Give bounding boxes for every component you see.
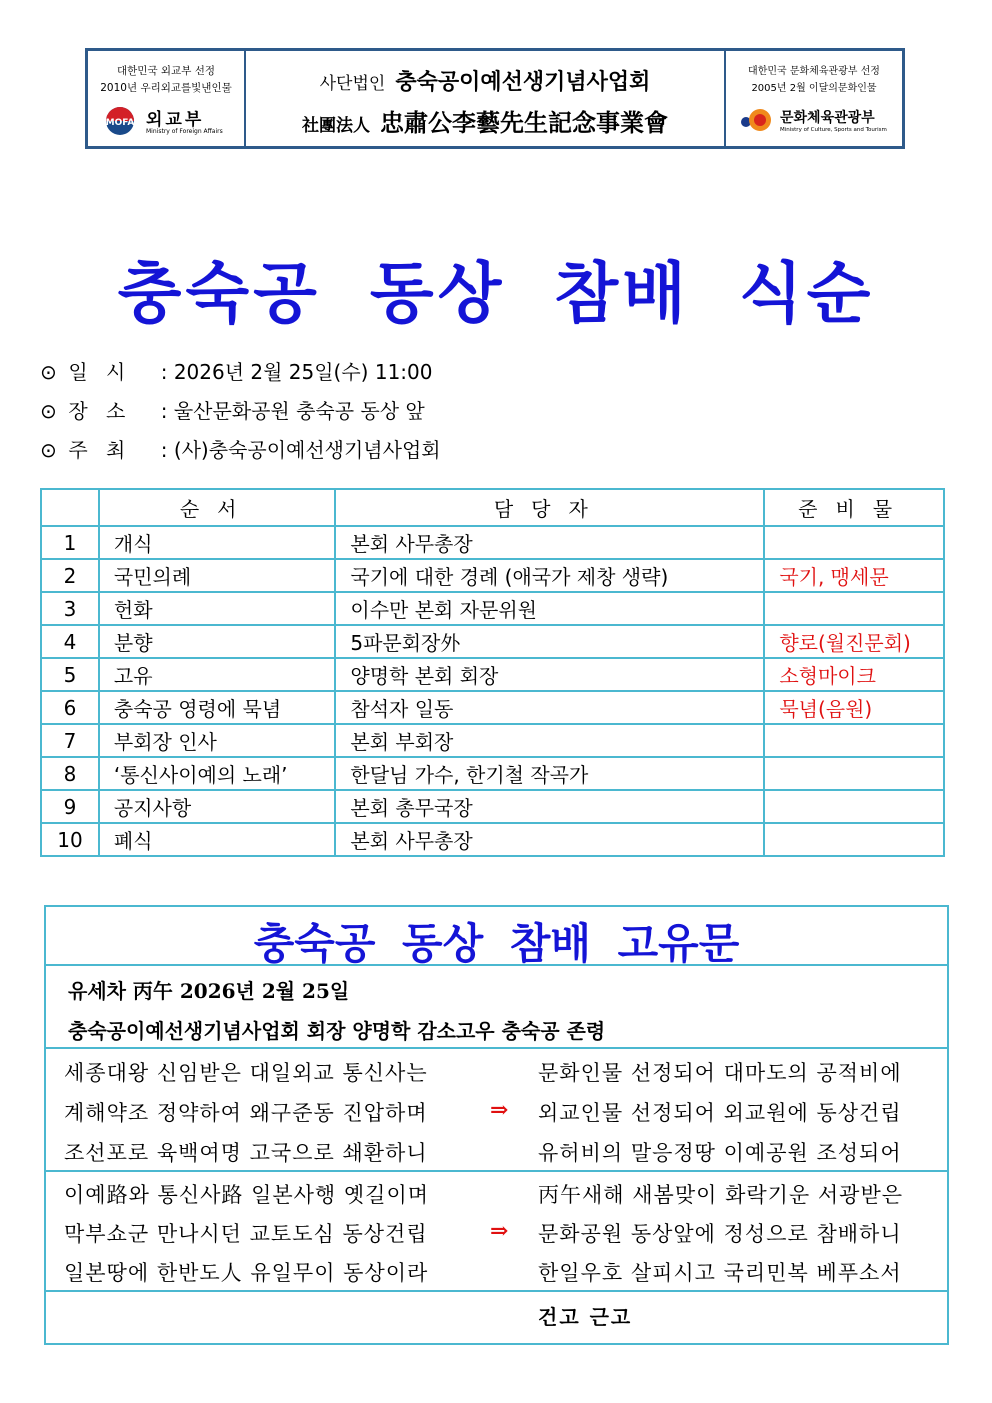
row-person: 한달님 가수, 한기철 작곡가 <box>335 757 764 790</box>
table-row <box>41 790 944 823</box>
row-item: 개식 <box>99 526 335 559</box>
row-item: 헌화 <box>99 592 335 625</box>
left-award-line2: 2010년 우리외교를빛낸인물 <box>100 82 232 94</box>
info-label: 장 소 <box>68 399 132 423</box>
info-location: ⊙ 장 소 : 울산문화공원 충숙공 동상 앞 <box>40 395 425 424</box>
arrow-right-icon: ⇒ <box>490 1097 509 1123</box>
row-prep <box>764 724 944 757</box>
table-row <box>41 724 944 757</box>
org-name-korean-text: 충숙공이예선생기념사업회 <box>395 69 651 95</box>
verse-left: 막부쇼군 만나시던 교토도심 동상건립 <box>64 1222 428 1246</box>
org-name-hanja-text: 忠肅公李藝先生記念事業會 <box>380 108 668 137</box>
table-row <box>41 658 944 691</box>
row-prep <box>764 757 944 790</box>
org-name-hanja <box>246 103 724 138</box>
table-row <box>41 691 944 724</box>
org-type-hanja: 社團法人 <box>302 116 370 136</box>
verse-right: 한일우호 살피시고 국리민복 베푸소서 <box>538 1261 902 1285</box>
divider <box>46 1290 947 1292</box>
row-person: 참석자 일동 <box>335 691 764 724</box>
info-label: 일 시 <box>68 360 132 384</box>
info-value: 울산문화공원 충숙공 동상 앞 <box>173 399 425 423</box>
row-prep: 향로(월진문회) <box>764 625 944 658</box>
header-banner <box>85 48 905 149</box>
row-prep: 소형마이크 <box>764 658 944 691</box>
right-award-line1: 대한민국 문화체육관광부 선정 <box>748 66 880 77</box>
row-person: 본회 사무총장 <box>335 823 764 856</box>
header-person: 담당자 <box>335 489 764 526</box>
info-host: ⊙ 주 최 : (사)충숙공이예선생기념사업회 <box>40 434 441 463</box>
prayer-closing: 건고 근고 <box>538 1305 633 1329</box>
info-label: 주 최 <box>68 438 132 462</box>
prayer-title: 충숙공 동상 참배 고유문 <box>253 919 740 968</box>
row-prep <box>764 823 944 856</box>
row-item: 분향 <box>99 625 335 658</box>
row-number: 8 <box>41 757 99 790</box>
mofa-logo-abbr: MOFA <box>105 118 135 128</box>
prayer-date-line: 유세차 丙午 2026년 2월 25일 <box>68 979 350 1003</box>
org-name-panel <box>246 51 726 146</box>
row-number: 7 <box>41 724 99 757</box>
row-person: 본회 사무총장 <box>335 526 764 559</box>
right-award-panel <box>726 51 902 146</box>
row-number: 5 <box>41 658 99 691</box>
row-number: 10 <box>41 823 99 856</box>
info-mark-icon: ⊙ <box>40 438 57 462</box>
verse-left: 조선포로 육백여명 고국으로 쇄환하니 <box>64 1141 428 1165</box>
verse-left: 계해약조 정약하여 왜구준동 진압하며 <box>64 1101 428 1125</box>
verse-left: 일본땅에 한반도人 유일무이 동상이라 <box>64 1261 429 1285</box>
row-item: 부회장 인사 <box>99 724 335 757</box>
verse-left: 이예路와 통신사路 일본사행 옛길이며 <box>64 1183 430 1207</box>
header-prep: 준비물 <box>764 489 944 526</box>
row-prep <box>764 592 944 625</box>
row-number: 2 <box>41 559 99 592</box>
table-row <box>41 526 944 559</box>
row-prep: 묵념(음원) <box>764 691 944 724</box>
row-item: 폐식 <box>99 823 335 856</box>
mofa-logo-icon <box>100 105 140 137</box>
left-award-line1: 대한민국 외교부 선정 <box>117 65 215 77</box>
info-datetime: ⊙ 일 시 : 2026년 2월 25일(수) 11:00 <box>40 356 432 385</box>
verse-right: 유허비의 말응정땅 이예공원 조성되어 <box>538 1141 902 1165</box>
row-item: 충숙공 영령에 묵념 <box>99 691 335 724</box>
row-number: 3 <box>41 592 99 625</box>
verse-right: 丙午새해 새봄맞이 화락기운 서광받은 <box>538 1183 904 1207</box>
info-value: 2026년 2월 25일(수) 11:00 <box>173 360 433 384</box>
row-person: 본회 총무국장 <box>335 790 764 823</box>
row-person: 5파문회장外 <box>335 625 764 658</box>
verse-left: 세종대왕 신임받은 대일외교 통신사는 <box>64 1061 428 1085</box>
row-item: 고유 <box>99 658 335 691</box>
prayer-box <box>44 905 949 1345</box>
row-number: 1 <box>41 526 99 559</box>
info-value: (사)충숙공이예선생기념사업회 <box>173 438 441 462</box>
row-item: 국민의례 <box>99 559 335 592</box>
divider <box>46 1047 947 1049</box>
right-award-line2: 2005년 2월 이달의문화인물 <box>751 83 877 94</box>
row-prep <box>764 790 944 823</box>
table-row <box>41 625 944 658</box>
mofa-logo-sub: Ministry of Foreign Affairs <box>146 128 223 135</box>
arrow-right-icon: ⇒ <box>490 1218 509 1244</box>
row-person: 국기에 대한 경례 (애국가 제창 생략) <box>335 559 764 592</box>
left-award-panel <box>88 51 246 146</box>
row-number: 4 <box>41 625 99 658</box>
row-item: ‘통신사이예의 노래’ <box>99 757 335 790</box>
row-number: 9 <box>41 790 99 823</box>
table-row <box>41 592 944 625</box>
row-number: 6 <box>41 691 99 724</box>
row-prep <box>764 526 944 559</box>
page-title: 충숙공 동상 참배 식순 <box>117 255 875 332</box>
row-item: 공지사항 <box>99 790 335 823</box>
verse-right: 문화공원 동상앞에 정성으로 참배하니 <box>538 1222 902 1246</box>
row-person: 본회 부회장 <box>335 724 764 757</box>
verse-right: 문화인물 선정되어 대마도의 공적비에 <box>538 1061 902 1085</box>
header-number <box>41 489 99 526</box>
table-header-row <box>41 489 944 526</box>
prayer-dedication-line: 충숙공이예선생기념사업회 회장 양명학 감소고우 충숙공 존령 <box>68 1019 606 1043</box>
org-type-korean: 사단법인 <box>319 74 386 94</box>
verse-right: 외교인물 선정되어 외교원에 동상건립 <box>538 1101 902 1125</box>
header-order: 순서 <box>99 489 335 526</box>
org-name-korean <box>246 65 724 96</box>
program-table <box>40 488 945 857</box>
divider <box>46 1170 947 1172</box>
divider <box>46 964 947 966</box>
mofa-logo-text: 외교부 <box>146 110 205 130</box>
table-row <box>41 757 944 790</box>
mcst-logo-icon <box>736 106 776 134</box>
row-person: 이수만 본회 자문위원 <box>335 592 764 625</box>
row-person: 양명학 본회 회장 <box>335 658 764 691</box>
mcst-logo-sub: Ministry of Culture, Sports and Tourism <box>780 127 887 133</box>
mcst-logo-text: 문화체육관광부 <box>780 110 875 126</box>
table-row <box>41 559 944 592</box>
info-mark-icon: ⊙ <box>40 399 57 423</box>
info-mark-icon: ⊙ <box>40 360 57 384</box>
table-row <box>41 823 944 856</box>
row-prep: 국기, 맹세문 <box>764 559 944 592</box>
